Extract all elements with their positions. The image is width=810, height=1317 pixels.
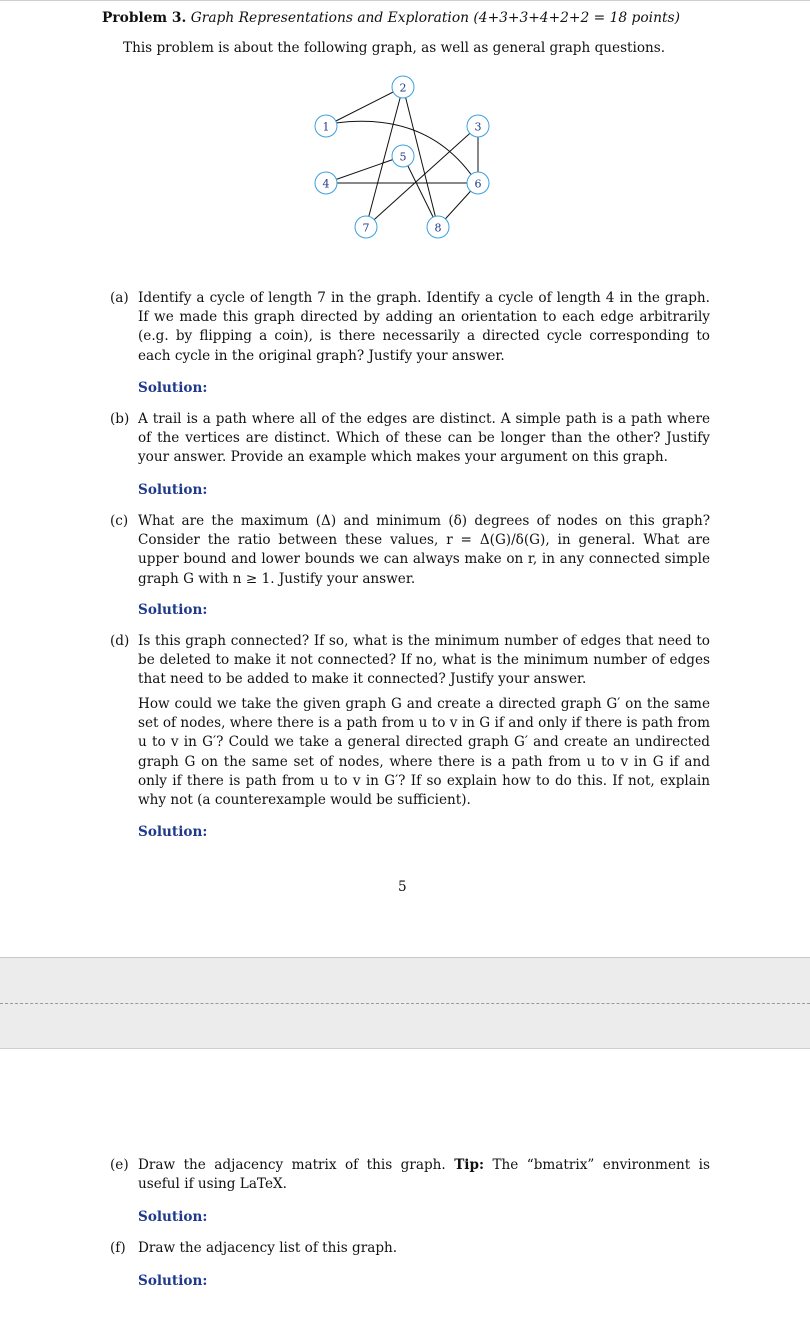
latex-logo: LaTeX	[239, 1176, 283, 1193]
tip-label: Tip:	[454, 1157, 484, 1173]
part-d-label: (d)	[110, 633, 130, 649]
edge-4-5	[326, 156, 403, 183]
svg-text:7: 7	[362, 221, 370, 235]
part-d-text2: How could we take the given graph G and create a directed graph G′ on the same set of nodes, where there is a path from u to v in G if and only if there is path from u to v in G′? Could we take a general directed graph G′ and create an undirected graph G on the same set of nodes, where there is a path from u to v in G if and only if there is path from u to v in G′? If so explain how to do this. If not, explain why not (a counterexample would be sufficient).	[138, 696, 710, 809]
part-d-solution: Solution:	[138, 824, 208, 840]
svg-text:3: 3	[474, 120, 482, 134]
part-f-text: Draw the adjacency list of this graph.	[138, 1240, 398, 1256]
svg-text:2: 2	[399, 81, 407, 95]
svg-text:4: 4	[322, 177, 330, 191]
page-6	[0, 1048, 810, 1317]
svg-text:8: 8	[434, 221, 442, 235]
part-b-text: A trail is a path where all of the edges are distinct. A simple path is a path where of the vertices are distinct. Which of these can be longer than the other? Justify your answer. Provide an example which makes your argument on this graph.	[138, 411, 710, 466]
part-e-text-wrap: Draw the adjacency matrix of this graph. Tip: The “bmatrix” environment is useful if using LaTeX.	[138, 1157, 710, 1193]
page-break	[0, 957, 810, 1049]
page-break-dashed-line	[0, 1003, 810, 1004]
node-2	[392, 76, 414, 98]
node-4	[315, 172, 337, 194]
part-f-label: (f)	[110, 1240, 126, 1256]
svg-text:6: 6	[474, 177, 482, 191]
tip-text: The “bmatrix” environment is useful if using	[138, 1157, 710, 1193]
part-d-text: Is this graph connected? If so, what is the minimum number of edges that need to be deleted to make it not connected? If no, what is the minimum number of edges that need to be added to make it connected? Justify your answer.	[138, 633, 710, 688]
edge-3-7	[366, 126, 478, 227]
part-a-text: Identify a cycle of length 7 in the graph. Identify a cycle of length 4 in the graph. If we made this graph directed by adding an orientation to each edge arbitrarily (e.g. by flipping a coin), is there necessarily a directed cycle corresponding to each cycle in the original graph? Justify your answer.	[138, 290, 710, 364]
svg-text:1: 1	[322, 120, 330, 134]
part-f	[110, 1239, 710, 1258]
problem-title: Graph Representations and Exploration (4+3+3+4+2+2 = 18 points)	[190, 10, 680, 26]
graph-figure	[0, 71, 810, 321]
node-3	[467, 115, 489, 137]
svg-text:5: 5	[399, 150, 407, 164]
node-1	[315, 115, 337, 137]
part-b-label: (b)	[110, 411, 130, 427]
part-a	[110, 289, 710, 366]
part-c-label: (c)	[110, 513, 129, 529]
node-5	[392, 145, 414, 167]
problem-heading	[102, 9, 680, 28]
problem-label: Problem 3.	[102, 10, 187, 26]
part-e-label: (e)	[110, 1157, 129, 1173]
part-a-solution: Solution:	[138, 380, 208, 396]
part-b-solution: Solution:	[138, 482, 208, 498]
node-7	[355, 216, 377, 238]
part-e	[110, 1156, 710, 1194]
part-b	[110, 410, 710, 468]
part-d	[110, 632, 710, 690]
part-e-solution: Solution:	[138, 1209, 208, 1225]
part-c-solution: Solution:	[138, 602, 208, 618]
node-6	[467, 172, 489, 194]
intro-text: This problem is about the following graph, as well as general graph questions.	[123, 40, 666, 56]
edge-1-2	[326, 87, 403, 126]
part-a-label: (a)	[110, 290, 129, 306]
part-c-text: What are the maximum (Δ) and minimum (δ) degrees of nodes on this graph? Consider the ratio between these values, r = Δ(G)/δ(G), in general. What are upper bound and lower bounds we can always make on r, in any connected simple graph G with n ≥ 1. Justify your answer.	[138, 513, 710, 587]
part-d-second-paragraph	[110, 695, 710, 810]
part-c	[110, 512, 710, 589]
node-8	[427, 216, 449, 238]
page-number: 5	[398, 879, 407, 895]
part-f-solution: Solution:	[138, 1273, 208, 1289]
part-e-text: Draw the adjacency matrix of this graph.	[138, 1157, 446, 1173]
